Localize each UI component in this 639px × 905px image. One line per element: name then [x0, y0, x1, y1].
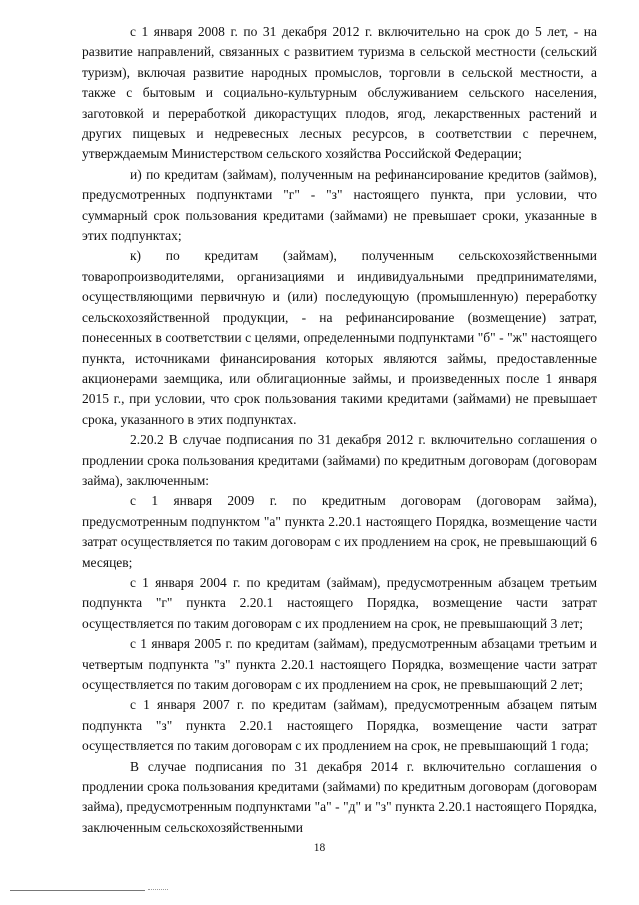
paragraph-2-20-2: 2.20.2 В случае подписания по 31 декабря 2012 г. включительно соглашения о продлении срока пользования кредитами (займами) по кредитным договорам (договорам займа), заключенным: — [82, 432, 597, 488]
paragraph-2014: В случае подписания по 31 декабря 2014 г. включительно соглашения о продлении срока пользования кредитами (займами) по кредитным договорам (договорам займа), предусмотренным подпунктами "а" - "д" и "з" пункта 2.20.1 настоящего Порядка, заключенным сельскохозяйственными — [82, 758, 597, 835]
page-number: 18 — [313, 842, 326, 854]
paragraph-item-i: и) по кредитам (займам), полученным на рефинансирование кредитов (займов), предусмотренных подпунктами "г" - "з" настоящего пункта, при условии, что суммарный срок пользования кредитами (займами) не превышает сроки, указанные в этих подпунктах; — [82, 166, 597, 244]
paragraph-2009: с 1 января 2009 г. по кредитным договорам (договорам займа), предусмотренным подпунктом "а" пункта 2.20.1 настоящего Порядка, возмещение части затрат осуществляется по таким договорам с их продлением на срок, не превышающий 6 месяцев; — [82, 493, 597, 570]
scan-artifact-dots — [148, 889, 168, 892]
scan-artifact-line — [10, 890, 145, 891]
paragraph-2005: с 1 января 2005 г. по кредитам (займам), предусмотренным абзацами третьим и четвертым подпункта "з" пункта 2.20.1 настоящего Порядка, возмещение части затрат осуществляется по таким договорам с их продлением на срок, не превышающий 2 лет; — [82, 636, 597, 692]
paragraph-2004: с 1 января 2004 г. по кредитам (займам), предусмотренным абзацем третьим подпункта "г" пункта 2.20.1 настоящего Порядка, возмещение части затрат осуществляется по таким договорам с их продлением на срок, не превышающий 3 лет; — [82, 574, 597, 631]
paragraph-tourism: с 1 января 2008 г. по 31 декабря 2012 г. включительно на срок до 5 лет, - на развитие направлений, связанных с развитием туризма в сельской местности (сельский туризм), включая развитие народных промыслов, торговли в сельской местности, а также с бытовым и социально-культурным обслуживанием сельского населения, заготовкой и переработкой дикорастущих плодов, ягод, лекарственных растений и других пищевых и недревесных лесных ресурсов, в соответствии с перечнем, утверждаемым Министерством сельского хозяйства Российской Федерации; — [82, 24, 597, 162]
body-text — [82, 22, 597, 838]
paragraph-item-k: к) по кредитам (займам), полученным сельскохозяйственными товаропроизводителями, организациями и индивидуальными предпринимателями, осуществляющими первичную и (или) последующую (промышленную) переработку сельскохозяйственной продукции, - на рефинансирование (возмещение) затрат, понесенных в соответствии с целями, определенными подпунктами "б" - "ж" настоящего пункта, источниками финансирования которых являются займы, предоставленные акционерами заемщика, или облигационные займы, и произведенных после 1 января 2015 г., при условии, что срок пользования такими кредитами (займами) не превышает срока, указанного в этих подпунктах. — [82, 248, 597, 427]
paragraph-2007: с 1 января 2007 г. по кредитам (займам), предусмотренным абзацем пятым подпункта "з" пункта 2.20.1 настоящего Порядка, возмещение части затрат осуществляется по таким договорам с их продлением на срок, не превышающий 1 года; — [82, 697, 597, 754]
